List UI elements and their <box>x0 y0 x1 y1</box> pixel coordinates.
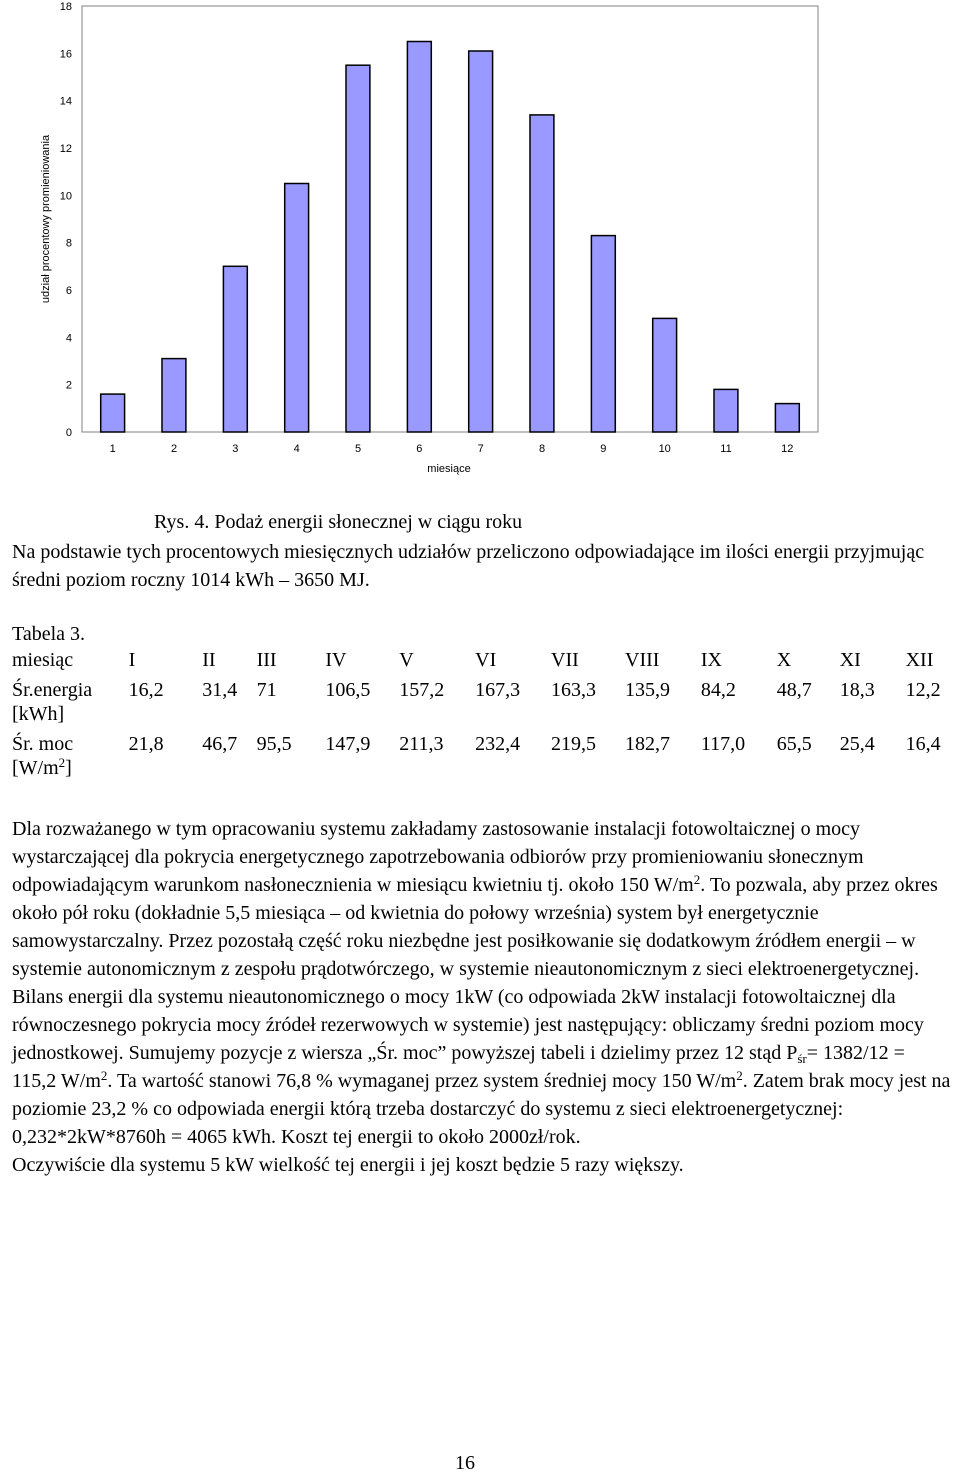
p2-sup-c: 2 <box>736 1068 743 1083</box>
energy-cell-11: 18,3 <box>839 679 875 701</box>
energy-label-line1: Śr.energia <box>12 679 93 701</box>
power-cell-2: 46,7 <box>202 733 238 755</box>
plot-area-frame <box>82 6 818 432</box>
bar-month-1 <box>101 394 125 432</box>
power-cell-11: 25,4 <box>839 733 875 755</box>
month-cell-5: V <box>399 649 414 671</box>
p2-text-b: = 1382/12 = 115,2 W/m <box>12 1042 905 1092</box>
power-label-line1: Śr. moc <box>12 733 74 755</box>
energy-cell-7: 163,3 <box>551 679 597 701</box>
power-cell-5: 211,3 <box>399 733 444 755</box>
month-cell-3: III <box>256 649 277 671</box>
month-cell-1: I <box>128 649 136 671</box>
table-row-energy <box>10 676 960 730</box>
table-title: Tabela 3. <box>12 623 86 645</box>
x-tick-label: 2 <box>170 443 178 455</box>
month-cell-11: XI <box>839 649 861 671</box>
energy-cell-9: 84,2 <box>700 679 736 701</box>
bar-month-5 <box>346 65 370 432</box>
bar-month-12 <box>775 404 799 432</box>
energy-cell-12: 12,2 <box>905 679 941 701</box>
x-tick-label: 3 <box>232 443 239 455</box>
body-text <box>12 815 952 1179</box>
power-cell-6: 232,4 <box>475 733 521 755</box>
power-label-line2-pre: [W/m <box>12 757 59 779</box>
month-cell-6: VI <box>475 649 497 671</box>
energy-cell-1: 16,2 <box>128 679 164 701</box>
x-axis-label: miesiące <box>427 463 471 475</box>
energy-cell-6: 167,3 <box>475 679 521 701</box>
paragraph-system-assumption <box>12 815 952 983</box>
power-cell-3: 95,5 <box>256 733 292 755</box>
y-tick-label: 18 <box>59 1 72 13</box>
formula-line: 0,232*2kW*8760h = 4065 kWh. Koszt tej energii to około 2000zł/rok. <box>12 1126 581 1148</box>
solar-share-bar-chart <box>0 0 960 490</box>
p1-text-a: Dla rozważanego w tym opracowaniu systemu zakładamy zastosowanie instalacji fotowoltaicznej o mocy wystarczającej dla pokrycia energetycznego zapotrzebowania odbiorów przy promieniowaniu słonecznym odpowiadającym warunkom nasłonecznienia w miesiącu kwietniu tj. około 150 W/m <box>12 818 864 896</box>
intro-paragraph: Na podstawie tych procentowych miesięcznych udziałów przeliczono odpowiadające im ilości energii przyjmując średni poziom roczny 1014 kWh – 3650 MJ. <box>12 541 925 591</box>
x-tick-label: 7 <box>477 443 484 455</box>
p2-text-c: . Ta wartość stanowi 76,8 % wymaganej przez system średniej mocy 150 W/m <box>107 1070 737 1092</box>
y-tick-label: 12 <box>59 143 72 155</box>
power-label-sup: 2 <box>58 755 66 770</box>
x-tick-label: 10 <box>658 443 671 455</box>
p2-sub: śr <box>797 1051 807 1066</box>
y-tick-label: 10 <box>59 190 72 203</box>
month-cell-12: XII <box>905 649 934 671</box>
energy-cell-8: 135,9 <box>625 679 670 701</box>
y-tick-labels <box>60 1 72 439</box>
month-cell-10: X <box>776 649 792 671</box>
p2-sup-b: 2 <box>100 1068 108 1083</box>
y-tick-label: 2 <box>65 379 72 392</box>
month-cell-4: IV <box>325 649 347 671</box>
bar-month-11 <box>714 389 738 432</box>
bar-month-4 <box>285 184 309 433</box>
bar-month-7 <box>469 51 493 432</box>
energy-cell-5: 157,2 <box>399 679 445 701</box>
bar-month-10 <box>653 318 677 432</box>
x-tick-label: 5 <box>354 443 362 455</box>
bar-month-6 <box>407 42 431 433</box>
energy-cell-3: 71 <box>256 679 277 701</box>
x-tick-label: 12 <box>781 443 794 455</box>
table-row-power <box>10 730 960 784</box>
power-cell-9: 117,0 <box>700 733 746 755</box>
month-cell-9: IX <box>700 649 722 671</box>
bar-month-3 <box>223 266 247 432</box>
power-cell-7: 219,5 <box>551 733 597 755</box>
month-header-label: miesiąc <box>12 649 74 671</box>
energy-cell-2: 31,4 <box>202 679 238 701</box>
x-tick-label: 9 <box>600 443 607 455</box>
energy-label-line2: [kWh] <box>12 703 65 725</box>
power-cell-12: 16,4 <box>905 733 941 755</box>
y-tick-label: 0 <box>65 427 72 439</box>
y-axis-label: udział procentowy promieniowania <box>40 134 52 304</box>
paragraph-energy-balance <box>12 983 952 1123</box>
page-number: 16 <box>455 1452 475 1474</box>
month-cell-2: II <box>202 649 216 671</box>
power-cell-10: 65,5 <box>776 733 812 755</box>
y-tick-label: 14 <box>59 95 72 108</box>
x-tick-label: 11 <box>720 443 732 455</box>
p1-text-b: . To pozwala, aby przez okres około pół roku (dokładnie 5,5 miesiąca – od kwietnia do połowy września) system był energetycznie samowystarczalny. Przez pozostałą część roku niezbędne jest posiłkowanie się dodatkowym źródłem energii – w systemie autonomicznym z zespołu prądotwórczego, w systemie nieautonomicznym z sieci elektroenergetycznej. <box>12 874 938 980</box>
p2-text-a: Bilans energii dla systemu nieautonomicznego o mocy 1kW (co odpowiada 2kW instalacji fotowoltaicznej dla równoczesnego pokrycia mocy źródeł rezerwowych w systemie) jest następujący: obliczamy średni poziom mocy jednostkowej. Sumujemy pozycje z wiersza „Śr. moc” powyższej tabeli i dzielimy przez 12 stąd P <box>12 986 924 1064</box>
power-label-line2-post: ] <box>65 757 72 779</box>
bar-month-8 <box>530 115 554 432</box>
conclusion-line: Oczywiście dla systemu 5 kW wielkość tej energii i jej koszt będzie 5 razy większy. <box>12 1154 684 1176</box>
energy-row-label <box>10 676 129 730</box>
p2-text-d: . Zatem brak mocy jest na poziomie 23,2 % co odpowiada energii którą trzeba dostarczyć do systemu z sieci elektroenergetycznej: <box>12 1070 951 1120</box>
power-cell-1: 21,8 <box>128 733 164 755</box>
x-tick-labels <box>110 443 794 455</box>
power-cell-8: 182,7 <box>625 733 670 755</box>
figure-caption: Rys. 4. Podaż energii słonecznej w ciągu roku <box>154 511 523 533</box>
x-tick-label: 6 <box>416 443 423 455</box>
power-cell-4: 147,9 <box>325 733 371 755</box>
x-tick-label: 8 <box>538 443 546 455</box>
x-tick-label: 4 <box>293 443 300 455</box>
power-row-label <box>10 730 129 784</box>
energy-cell-4: 106,5 <box>325 679 371 701</box>
y-tick-label: 6 <box>65 285 72 297</box>
table-row-months <box>10 646 960 676</box>
bar-month-2 <box>162 359 186 432</box>
month-cell-8: VIII <box>625 649 660 671</box>
p1-sup: 2 <box>693 872 701 887</box>
energy-table <box>10 646 960 784</box>
energy-cell-10: 48,7 <box>776 679 812 701</box>
y-tick-label: 8 <box>65 237 72 250</box>
y-tick-label: 16 <box>59 48 72 61</box>
x-tick-label: 1 <box>109 443 116 455</box>
month-cell-7: VII <box>551 649 579 671</box>
y-tick-label: 4 <box>65 332 72 345</box>
bar-month-9 <box>591 236 615 432</box>
